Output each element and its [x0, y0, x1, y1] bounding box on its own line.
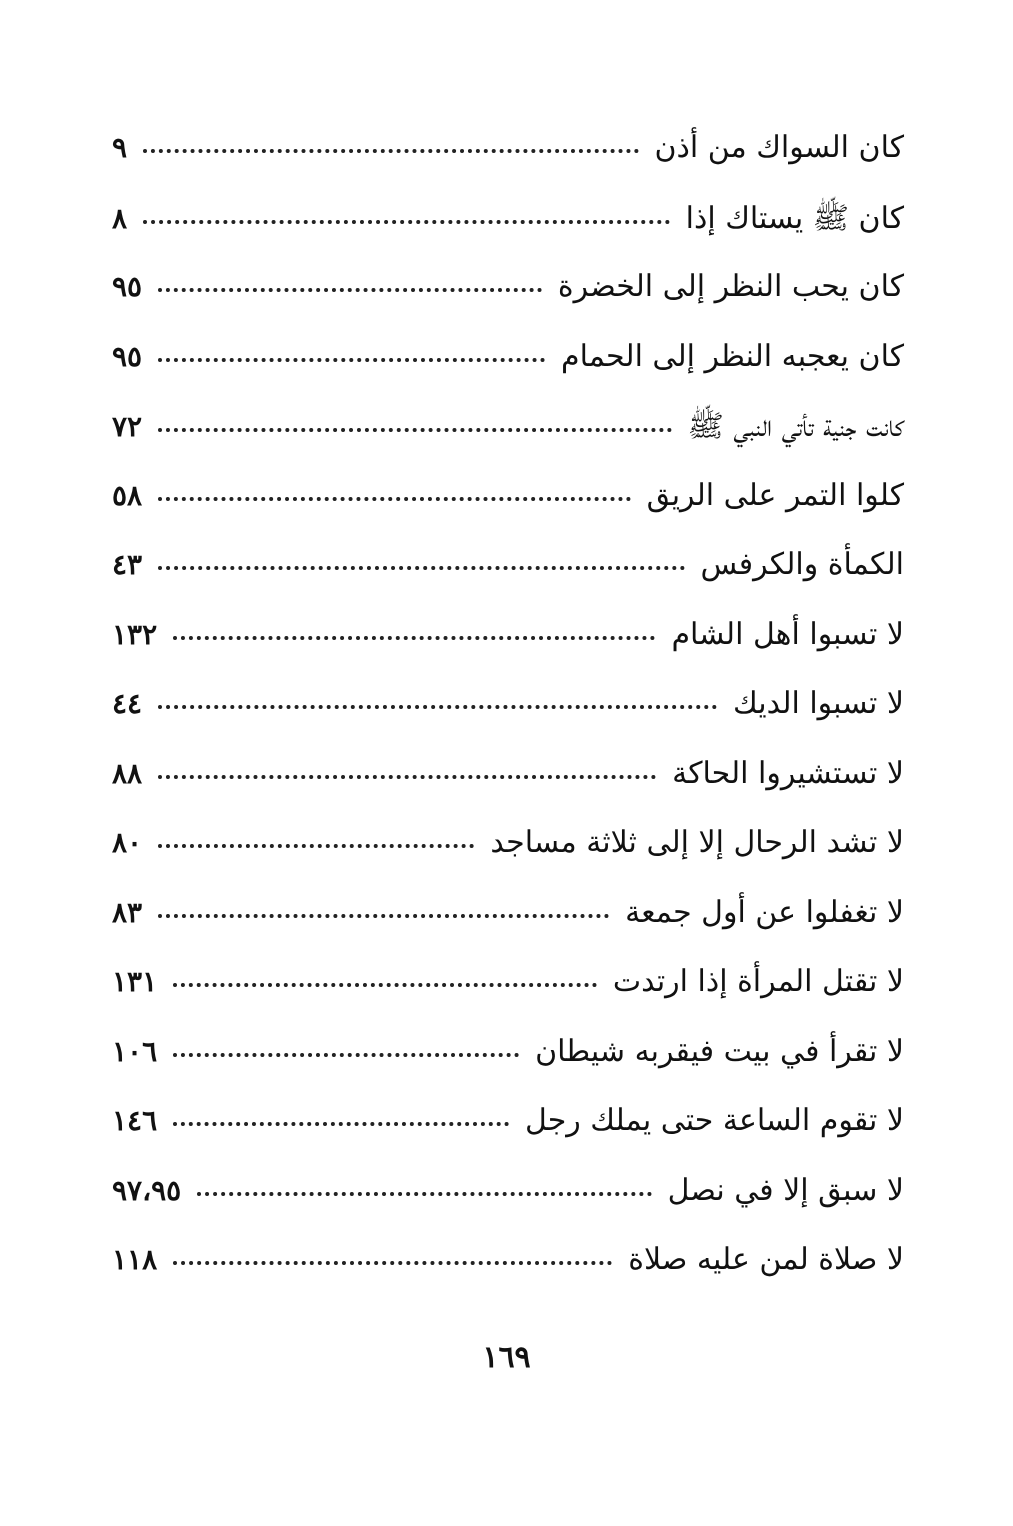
- leader-dots: [173, 1122, 509, 1126]
- index-entry: [112, 269, 904, 339]
- leader-dots: [158, 497, 631, 501]
- index-entry: [112, 1103, 904, 1173]
- entry-label: الكمأة والكرفس: [700, 547, 904, 582]
- index-entry: [112, 130, 904, 200]
- entry-label: كان السواك من أذن: [654, 130, 904, 165]
- entry-page-number: ٥٨: [112, 478, 143, 512]
- entry-label: كلوا التمر على الريق: [646, 477, 904, 513]
- entry-label: لا سبق إلا في نصل: [667, 1172, 904, 1208]
- leader-dots: [158, 288, 542, 292]
- index-entry: [112, 1242, 904, 1312]
- leader-dots: [143, 220, 670, 224]
- leader-dots: [173, 983, 597, 987]
- entry-page-number: ٨٠: [112, 826, 143, 859]
- index-entry: [112, 825, 904, 895]
- entry-page-number: ١٣٢: [112, 617, 158, 651]
- index-entry: [112, 686, 904, 756]
- entry-page-number: ١٣١: [112, 965, 158, 998]
- entry-label: لا تقتل المرأة إذا ارتدت: [612, 964, 904, 999]
- leader-dots: [173, 636, 655, 640]
- leader-dots: [158, 358, 545, 362]
- index-entry: [112, 547, 904, 617]
- entry-page-number: ٩٥: [112, 339, 143, 373]
- index-list: [112, 130, 904, 1312]
- index-entry: [112, 1173, 904, 1243]
- entry-page-number: ١٤٦: [112, 1104, 158, 1137]
- entry-label: لا تستشيروا الحاكة: [672, 755, 904, 791]
- entry-page-number: ٤٤: [112, 687, 143, 720]
- entry-page-number: ٨٨: [112, 756, 143, 790]
- leader-dots: [173, 1261, 612, 1265]
- entry-page-number: ٩٧،٩٥: [112, 1173, 182, 1207]
- entry-page-number: ٤٣: [112, 548, 143, 581]
- page-number: ١٦٩: [482, 1340, 531, 1375]
- entry-label: كان يحب النظر إلى الخضرة: [557, 269, 904, 304]
- index-entry: [112, 617, 904, 687]
- entry-page-number: ١٠٦: [112, 1034, 158, 1068]
- leader-dots: [158, 428, 672, 432]
- leader-dots: [143, 149, 638, 153]
- entry-label: كان يعجبه النظر إلى الحمام: [561, 338, 904, 374]
- entry-label: كان ﷺ يستاك إذا: [685, 200, 904, 236]
- entry-label: لا تسبوا أهل الشام: [671, 616, 904, 652]
- entry-label: كانت جنية تأتي النبي ﷺ: [687, 409, 904, 444]
- leader-dots: [158, 775, 656, 779]
- leader-dots: [158, 844, 474, 848]
- entry-label: لا صلاة لمن عليه صلاة: [628, 1242, 904, 1277]
- index-entry: [112, 200, 904, 270]
- entry-label: لا تقرأ في بيت فيقربه شيطان: [535, 1033, 904, 1069]
- index-entry: [112, 478, 904, 548]
- entry-page-number: ١١٨: [112, 1243, 158, 1276]
- entry-label: لا تسبوا الديك: [732, 686, 904, 721]
- entry-page-number: ٩: [112, 131, 128, 164]
- leader-dots: [197, 1192, 651, 1196]
- index-entry: [112, 895, 904, 965]
- leader-dots: [158, 705, 717, 709]
- entry-page-number: ٨: [112, 201, 128, 235]
- entry-page-number: ٧٢: [112, 410, 143, 443]
- leader-dots: [158, 566, 684, 570]
- index-entry: [112, 1034, 904, 1104]
- leader-dots: [158, 914, 609, 918]
- index-entry: [112, 408, 904, 478]
- leader-dots: [173, 1053, 519, 1057]
- index-entry: [112, 339, 904, 409]
- entry-page-number: ٩٥: [112, 270, 143, 303]
- index-entry: [112, 964, 904, 1034]
- entry-label: لا تشد الرحال إلا إلى ثلاثة مساجد: [490, 825, 904, 860]
- index-entry: [112, 756, 904, 826]
- entry-page-number: ٨٣: [112, 895, 143, 929]
- entry-label: لا تقوم الساعة حتى يملك رجل: [524, 1103, 904, 1138]
- entry-label: لا تغفلوا عن أول جمعة: [625, 894, 904, 930]
